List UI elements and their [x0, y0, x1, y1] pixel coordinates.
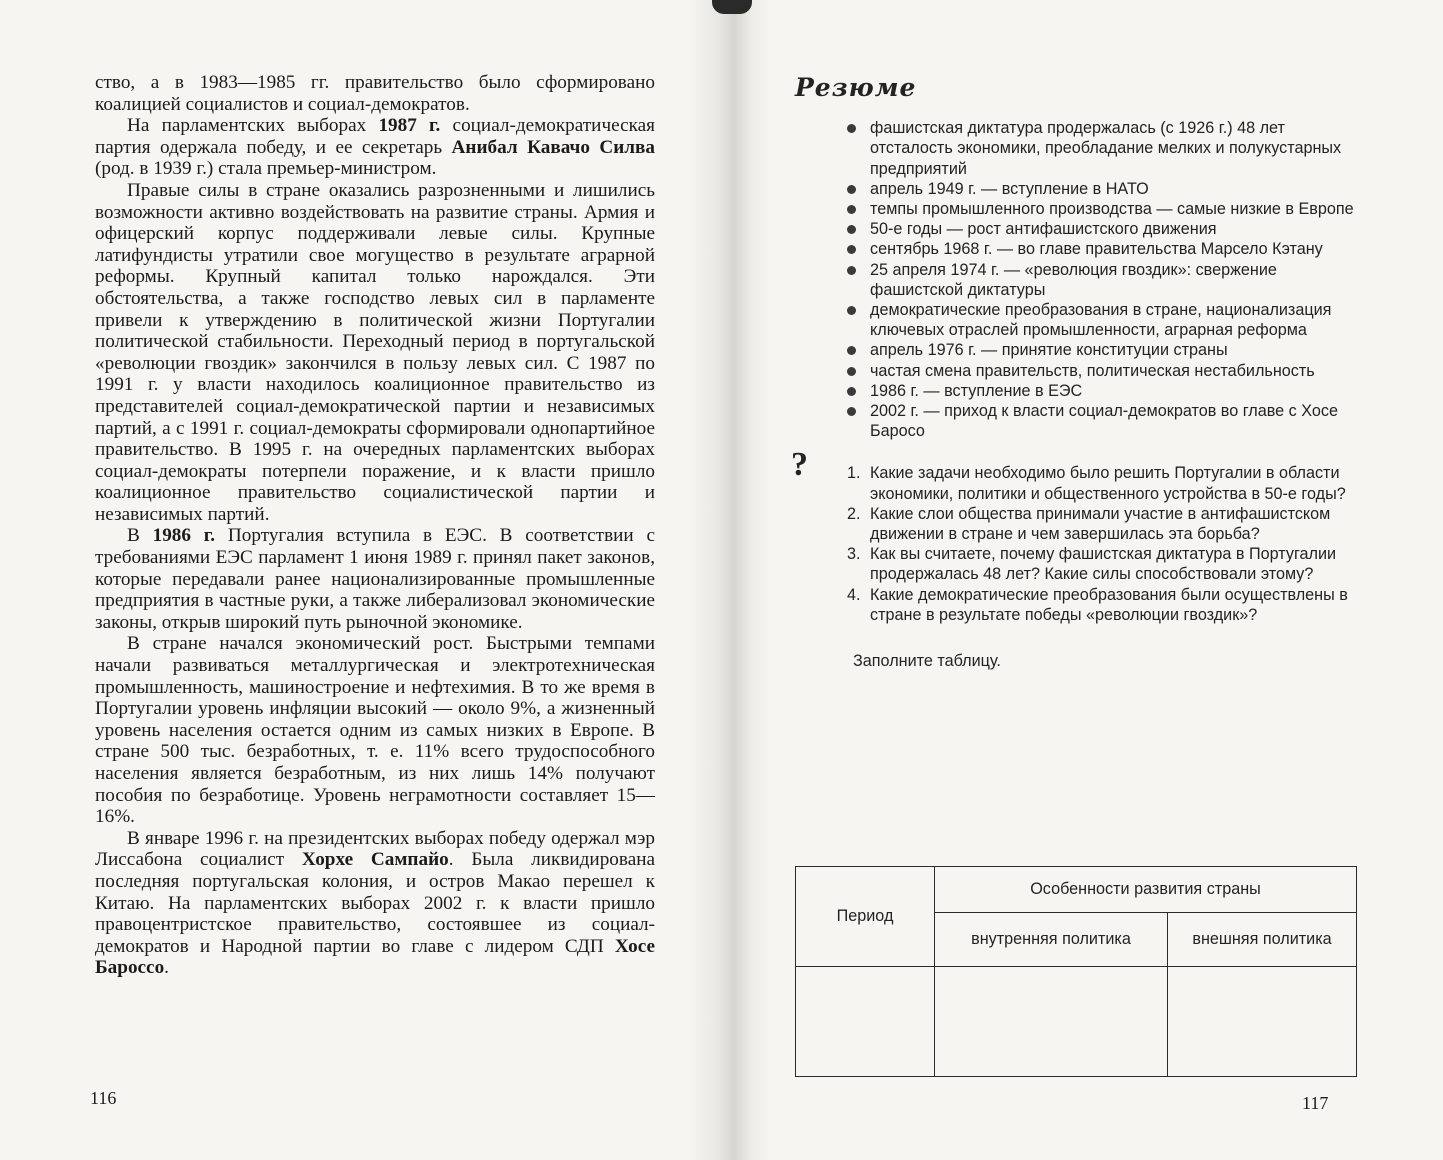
bullet-icon — [847, 407, 856, 416]
question-item: 3. Как вы считаете, почему фашистская диктатура в Португалии продержалась 48 лет? Какие силы способствовали этому? — [847, 545, 1337, 584]
table-header-domestic: внутренняя политика — [935, 913, 1168, 967]
summary-item: апрель 1949 г. — вступление в НАТО — [843, 179, 1357, 199]
bullet-icon — [847, 367, 856, 376]
left-page-text — [95, 72, 655, 979]
scan-shadow — [712, 0, 752, 14]
summary-item: 1986 г. — вступление в ЕЭС — [843, 381, 1357, 401]
fill-table-instruction: Заполните таблицу. — [853, 652, 1001, 671]
paragraph: В стране начался экономический рост. Быстрыми темпами начали развиваться металлургическая и электротехническая промышленность, машиностроение и нефтехимия. В то же время в Португалии уровень инфляции высокий — около 9%, а жизненный уровень населения остается одним из самых низких в Европе. В стране 500 тыс. безработных, т. е. 11% всего трудоспособного населения является безработным, из них лишь 14% получают пособия по безработице. Уровень неграмотности составляет 15—16%. — [95, 633, 655, 828]
bullet-icon — [847, 205, 856, 214]
summary-list — [795, 118, 1357, 441]
summary-item: 25 апреля 1974 г. — «революция гвоздик»: свержение фашистской диктатуры — [843, 260, 1357, 300]
table-header-features: Особенности развития страны — [935, 867, 1357, 913]
table-header-period: Период — [796, 867, 935, 967]
bullet-icon — [847, 266, 856, 275]
summary-item: апрель 1976 г. — принятие конституции страны — [843, 340, 1357, 360]
summary-item: частая смена правительств, политическая нестабильность — [843, 361, 1357, 381]
page-number-right: 117 — [1302, 1093, 1329, 1113]
summary-item: фашистская диктатура продержалась (с 1926 г.) 48 лет отсталость экономики, преобладание мелких и полукустарных предприятий — [843, 118, 1357, 179]
fill-in-table — [795, 866, 1357, 1077]
paragraph: В январе 1996 г. на президентских выборах победу одержал мэр Лиссабона социалист Хорхе Сампайо. Была ликвидирована последняя португальская колония, и остров Макао перешел к Китаю. На парламентских выборах 2002 г. к власти пришло правоцентристское правительство, состоявшее из социал-демократов и Народной партии во главе с лидером СДП Хосе Бароссо. — [95, 827, 655, 979]
right-page-content — [791, 73, 1357, 671]
bullet-icon — [847, 225, 856, 234]
bullet-icon — [847, 387, 856, 396]
question-mark-icon: ? — [791, 446, 808, 484]
summary-item: 2002 г. — приход к власти социал-демократов во главе с Хосе Баросо — [843, 401, 1357, 441]
paragraph: На парламентских выборах 1987 г. социал-демократическая партия одержала победу, и ее секретарь Анибал Кавачо Силва (род. в 1939 г.) стала премьер-министром. — [95, 115, 656, 180]
table-cell-empty[interactable] — [796, 967, 935, 1077]
table-header-foreign: внешняя политика — [1168, 913, 1357, 967]
questions-block — [791, 446, 1357, 625]
question-item: 2. Какие слои общества принимали участие в антифашистском движении в стране и чем завершилась эта борьба? — [847, 504, 1331, 544]
paragraph: ство, а в 1983—1985 гг. правительство было сформировано коалицией социалистов и социал-демократов. — [95, 72, 655, 115]
bullet-icon — [847, 124, 856, 133]
question-item: 1. Какие задачи необходимо было решить Португалии в области экономики, политики и общественного устройства в 50-е годы? — [847, 464, 1346, 503]
bullet-icon — [847, 346, 856, 355]
summary-item: сентябрь 1968 г. — во главе правительства Марсело Кэтану — [843, 239, 1357, 259]
bullet-icon — [847, 306, 856, 315]
question-item: 4. Какие демократические преобразования были осуществлены в стране в результате победы «революции гвоздик»? — [847, 585, 1348, 624]
summary-item: 50-е годы — рост антифашистского движения — [843, 219, 1357, 239]
bullet-icon — [847, 185, 856, 194]
bullet-icon — [847, 245, 856, 254]
table-cell-empty[interactable] — [935, 967, 1168, 1077]
table-cell-empty[interactable] — [1168, 967, 1357, 1077]
questions-list — [795, 463, 1357, 625]
summary-item: темпы промышленного производства — самые низкие в Европе — [843, 199, 1357, 219]
page-number-left: 116 — [90, 1088, 117, 1108]
summary-title: Резюме — [795, 73, 917, 102]
book-gutter — [690, 0, 770, 1160]
paragraph: Правые силы в стране оказались разрозненными и лишились возможности активно воздействовать на развитие страны. Армия и офицерский корпус поддерживали левые силы. Крупные латифундисты утратили свое могущество в результате аграрной реформы. Крупный капитал только нарождался. Эти обстоятельства, а также господство левых сил в парламенте привели к утверждению в политической жизни Португалии политической стабильности. Переходный период в португальской «революции гвоздик» закончился в пользу левых сил. С 1987 по 1991 г. у власти находилось коалиционное правительство из представителей социал-демократической партии и независимых партий, а с 1991 г. социал-демократы сформировали однопартийное правительство. В 1995 г. на очередных парламентских выборах социал-демократы потерпели поражение, и к власти пришло коалиционное правительство социалистической партии и независимых партий. — [95, 179, 655, 525]
summary-item: демократические преобразования в стране, национализация ключевых отраслей промышленности, аграрная реформа — [843, 300, 1357, 340]
paragraph: В 1986 г. Португалия вступила в ЕЭС. В соответствии с требованиями ЕЭС парламент 1 июня 1989 г. принял пакет законов, которые передавали ранее национализированные промышленные предприятия в частные руки, а также либерализовал экономические законы, открыв широкий путь рыночной экономике. — [95, 525, 655, 633]
